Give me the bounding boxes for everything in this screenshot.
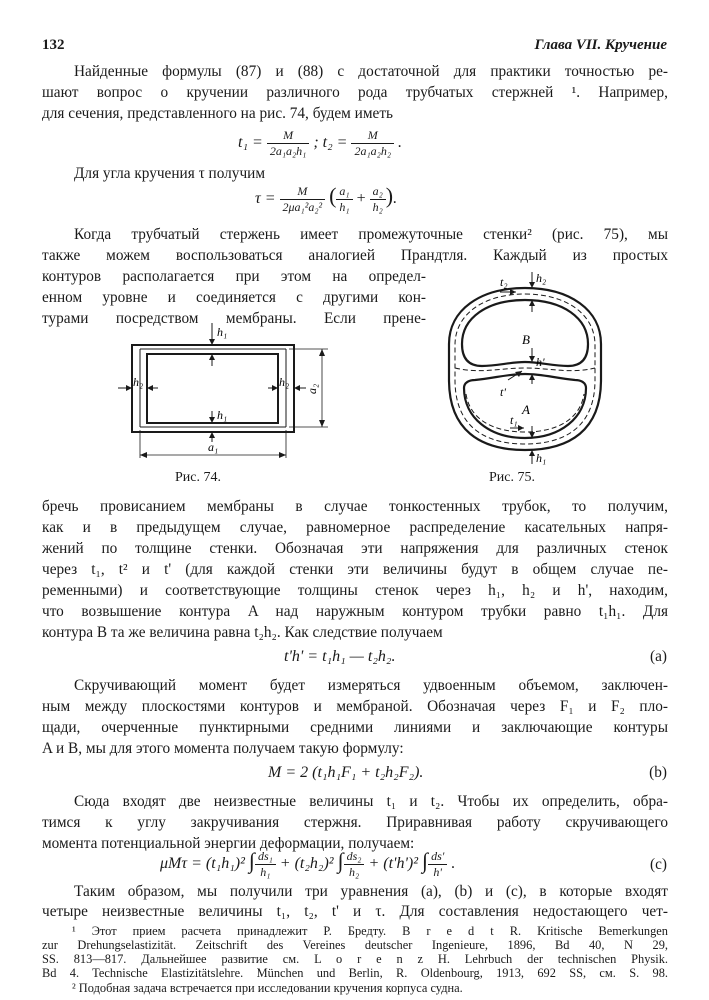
text-line: бречь провисанием мембраны в случае тонкостенных трубок, то получим, bbox=[42, 498, 668, 515]
equation-b-label: (b) bbox=[649, 764, 667, 781]
text-line: ным между плоскостями контуров и мембраной. Обозначая через F₁ и F₂ пло- bbox=[42, 698, 668, 715]
text-line: также можем воспользоваться аналогией Прандтля. Каждый из простых bbox=[42, 247, 668, 264]
fig74-label-h1-top: h₁ bbox=[217, 325, 228, 339]
footnote-line: ¹ Этот прием расчета принадлежит Р. Бредту. B r e d t R. Kritische Bemerkungen bbox=[72, 924, 668, 938]
fig75-label-h1: h₁ bbox=[536, 451, 547, 465]
text-line: что возвышение контура A над наружным контуром трубки равно t₁h₁. Для bbox=[42, 603, 668, 620]
figure-74 bbox=[100, 318, 340, 468]
text-line: Когда трубчатый стержень имеет промежуточные стенки² (рис. 75), мы bbox=[74, 226, 668, 243]
outer-midline bbox=[455, 294, 595, 444]
equation-c: μMτ = (t₁h₁)² ∫ $\frac{\text{ds₁}}{\text{h₁}}$ + (t₂h₂)² ∫ $\frac{\text{ds₂}}{\text{h₂}}$ + (t'h')² ∫ $\frac{ds'}{h'}$ . bbox=[160, 848, 456, 879]
equation-t: t₁ = $\frac{M}{\text{2a₁a₂h₁}}$ ; t₂ = $\frac{M}{\text{2a₁a₂h₂}}$ . bbox=[238, 128, 402, 158]
fig75-label-A: A bbox=[522, 402, 530, 417]
footnote-line: SS. 813—817. Дальнейшее развитие см. L o r e n z H. Lehrbuch der technischen Physik. bbox=[42, 952, 668, 966]
chapter-title: Глава VII. Кручение bbox=[534, 37, 667, 53]
fig75-label-t1: t₁ bbox=[510, 413, 518, 427]
fig74-label-a1: a₁ bbox=[208, 440, 219, 454]
footnote-line: Bd 4. Technische Elastizitätslehre. München und Berlin, R. Oldenbourg, 1913, 692 SS, см. S. 98. bbox=[42, 966, 668, 980]
fig75-label-h2: h₂ bbox=[536, 271, 547, 285]
text-line: Сюда входят две неизвестные величины t₁ и t₂. Чтобы их определить, обра- bbox=[74, 793, 668, 810]
equation-a: t'h' = t₁h₁ — t₂h₂. bbox=[284, 648, 396, 665]
text-line: контуров располагается при этом на определ- bbox=[42, 268, 426, 285]
text-line: ременными) и соответствующие толщины стенок через h₁, h₂ и h', находим, bbox=[42, 582, 668, 599]
text-line: шают вопрос о кручении различного рода трубчатых стержней ¹. Например, bbox=[42, 84, 668, 101]
equation-tau: τ = $\frac{M}{\text{2μa₁²a₂²}}$ ( $\frac{\text{a₁}}{\text{h₁}}$ + $\frac{\text{a₂}}{\text{h₂}}$ ). bbox=[255, 183, 398, 214]
text-line: Скручивающий момент будет измеряться удвоенным объемом, заключен- bbox=[74, 677, 668, 694]
middle-wall-midline bbox=[455, 368, 595, 371]
text-line: A и B, мы для этого момента получаем такую формулу: bbox=[42, 740, 404, 757]
footnote-line: zur Drehungselastizität. Zeitschrift des Vereines deutscher Ingenieure, 1896, Bd 40, N 29, bbox=[42, 938, 668, 952]
text-line: через t₁, t² и t' (для каждой стенки эти величины будут в общем случае пе- bbox=[42, 561, 668, 578]
fig74-label-h1-bottom: h₁ bbox=[217, 408, 228, 422]
text-line: четыре неизвестные величины t₁, t₂, t' и τ. Для составления недостающего чет- bbox=[42, 903, 668, 920]
fig75-label-t-prime: t' bbox=[500, 385, 506, 399]
text-line: Найденные формулы (87) и (88) с достаточной для практики точностью ре- bbox=[74, 63, 668, 80]
text-line: щади, очерченные пунктирными средними линиями и заключающие контуры bbox=[42, 719, 668, 736]
text-line: момента потенциальной энергии деформации, получаем: bbox=[42, 835, 415, 852]
text-line: контура B та же величина равна t₂h₂. Как следствие получаем bbox=[42, 624, 443, 641]
text-line: Для угла кручения τ получим bbox=[74, 165, 266, 182]
fig75-label-h-prime: h' bbox=[536, 355, 545, 369]
fig74-label-h2-left: h₂ bbox=[133, 375, 144, 389]
equation-a-label: (a) bbox=[650, 648, 667, 665]
figure-74-caption: Рис. 74. bbox=[175, 470, 221, 485]
page-number: 132 bbox=[42, 37, 65, 53]
text-line: Таким образом, мы получили три уравнения (a), (b) и (c), в которые входят bbox=[74, 883, 668, 900]
text-line: тимся к углу закручивания стержня. Приравнивая работу скручивающего bbox=[42, 814, 668, 831]
text-line: турами посредством мембраны. Если прене- bbox=[42, 310, 426, 327]
figure-75-caption: Рис. 75. bbox=[489, 470, 535, 485]
fig74-label-a2: a₂ bbox=[305, 383, 319, 394]
fig75-label-B: B bbox=[522, 332, 530, 347]
text-line: для сечения, представленного на рис. 74, будем иметь bbox=[42, 105, 393, 122]
outer-contour bbox=[449, 288, 601, 450]
fig75-label-t2: t₂ bbox=[500, 275, 508, 289]
text-line: жений по толщине стенки. Обозначая эти напряжения для различных стенок bbox=[42, 540, 668, 557]
figure-75 bbox=[440, 268, 610, 476]
text-line: как и в предыдущем случае, равномерное распределение касательных напря- bbox=[42, 519, 668, 536]
fig74-label-h2-right: h₂ bbox=[279, 375, 290, 389]
equation-c-label: (c) bbox=[650, 856, 667, 873]
text-line: енном уровне и соединяется с другими кон- bbox=[42, 289, 426, 306]
equation-b: M = 2 (t₁h₁F₁ + t₂h₂F₂). bbox=[268, 764, 424, 781]
footnote-line: ² Подобная задача встречается при исследовании кручения корпуса судна. bbox=[72, 981, 463, 995]
